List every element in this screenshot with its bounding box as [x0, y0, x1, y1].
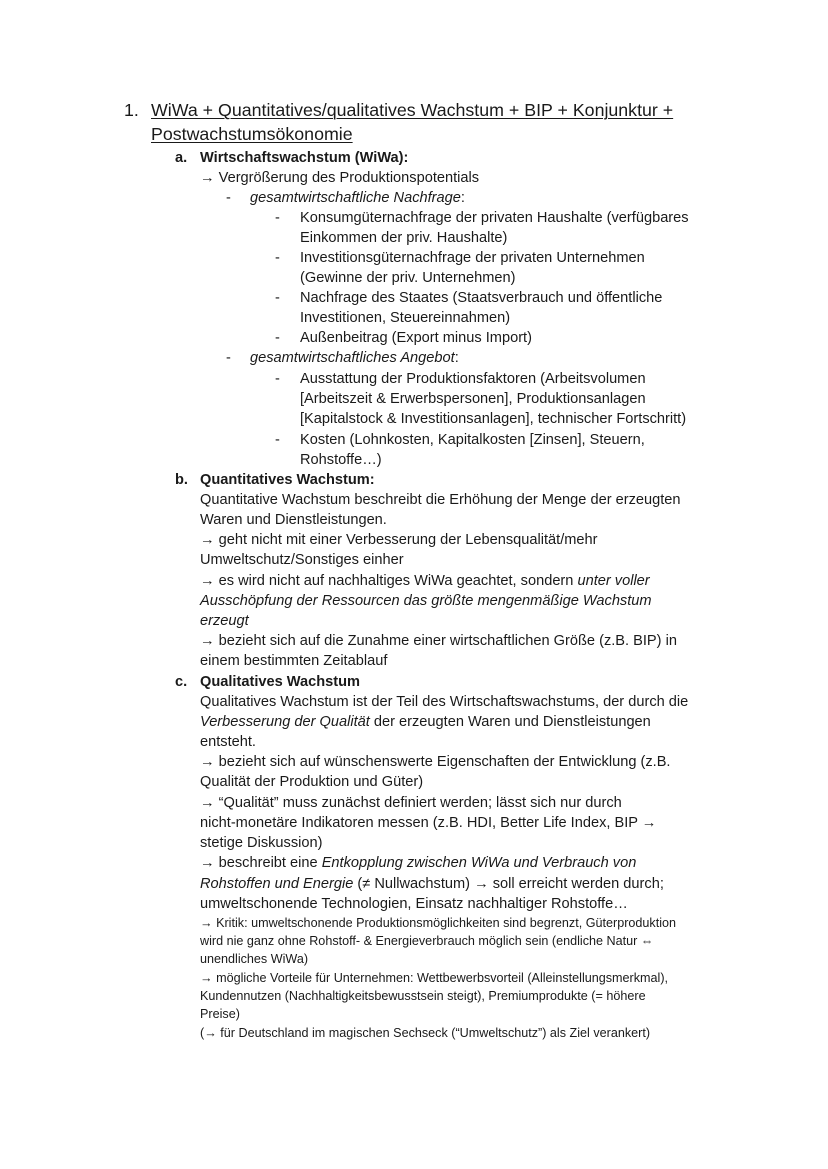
text-run: der erzeugten Waren und Dienstleistungen: [369, 714, 651, 730]
section-b-line: erzeugt: [200, 613, 249, 629]
section-b-line: [200, 571, 650, 591]
section-b-line: → geht nicht mit einer Verbesserung der Lebensqualität/mehr: [200, 532, 598, 548]
emphasis-run: unter voller: [577, 573, 650, 589]
supply-item-1-line-3: [Kapitalstock & Investitionsanlagen], technischer Fortschritt): [300, 411, 687, 427]
demand-item-3-line-1: Nachfrage des Staates (Staatsverbrauch und öffentliche: [300, 290, 663, 306]
section-b-line: einem bestimmten Zeitablauf: [200, 653, 388, 669]
section-b-title: Quantitatives Wachstum:: [200, 472, 375, 488]
section-c-small-line: wird nie ganz ohne Rohstoff- & Energieverbrauch möglich sein (endliche Natur ⇔: [200, 934, 654, 948]
section-c-line: [200, 712, 651, 732]
text-run: → beschreibt eine: [200, 855, 322, 871]
section-a-title: Wirtschaftswachstum (WiWa):: [200, 150, 409, 166]
demand-item-1-line-1: Konsumgüternachfrage der privaten Haushalte (verfügbares: [300, 210, 689, 226]
demand-item-3-line-2: Investitionen, Steuereinnahmen): [300, 310, 511, 326]
section-c-small-line: unendliches WiWa): [200, 952, 309, 966]
supply-heading: [250, 348, 459, 368]
section-c-title: Qualitatives Wachstum: [200, 674, 361, 690]
dash-marker: -: [275, 210, 280, 226]
section-b-line: Ausschöpfung der Ressourcen das größte mengenmäßige Wachstum: [200, 593, 652, 609]
dash-marker: -: [275, 290, 280, 306]
emphasis-run: Entkopplung zwischen WiWa und Verbrauch von: [321, 855, 637, 871]
list-marker-b: b.: [175, 472, 188, 488]
section-c-line: umweltschonende Technologien, Einsatz nachhaltiger Rohstoffe…: [200, 896, 628, 912]
demand-heading: [250, 188, 465, 208]
section-c-small-line: (→ für Deutschland im magischen Sechseck (“Umweltschutz”) als Ziel verankert): [200, 1026, 651, 1040]
section-c-line: Qualität der Produktion und Güter): [200, 774, 424, 790]
section-c-small-line: Kundennutzen (Nachhaltigkeitsbewusstsein steigt), Premiumprodukte (= höhere: [200, 989, 646, 1003]
supply-colon: :: [454, 350, 459, 366]
section-b-line: Quantitative Wachstum beschreibt die Erhöhung der Menge der erzeugten: [200, 492, 681, 508]
list-marker-a: a.: [175, 150, 188, 166]
section-c-line: nicht-monetäre Indikatoren messen (z.B. HDI, Better Life Index, BIP →: [200, 815, 657, 831]
heading-line-2: Postwachstumsökonomie: [151, 124, 353, 144]
dash-marker: -: [275, 250, 280, 266]
supply-item-1-line-2: [Arbeitszeit & Erwerbspersonen], Produktionsanlagen: [300, 391, 646, 407]
heading-line-1: WiWa + Quantitatives/qualitatives Wachstum + BIP + Konjunktur +: [151, 100, 674, 120]
demand-item-1-line-2: Einkommen der priv. Haushalte): [300, 230, 508, 246]
dash-marker: -: [275, 371, 280, 387]
supply-title: gesamtwirtschaftliches Angebot: [250, 350, 455, 366]
supply-item-1-line-1: Ausstattung der Produktionsfaktoren (Arbeitsvolumen: [300, 371, 646, 387]
demand-title: gesamtwirtschaftliche Nachfrage: [250, 190, 461, 206]
section-c-line: stetige Diskussion): [200, 835, 323, 851]
list-marker-c: c.: [175, 674, 188, 690]
dash-marker: -: [226, 350, 231, 366]
section-c-line: entsteht.: [200, 734, 256, 750]
section-c-line: → bezieht sich auf wünschenswerte Eigenschaften der Entwicklung (z.B.: [200, 754, 671, 770]
section-c-line: [200, 874, 664, 894]
demand-item-4-line-1: Außenbeitrag (Export minus Import): [300, 330, 532, 346]
supply-item-2-line-2: Rohstoffe…): [300, 452, 382, 468]
dash-marker: -: [226, 190, 231, 206]
section-c-small-line: → Kritik: umweltschonende Produktionsmöglichkeiten sind begrenzt, Güterproduktion: [200, 916, 677, 930]
emphasis-run: Rohstoffen und Energie: [200, 876, 354, 892]
section-c-small-line: Preise): [200, 1007, 240, 1021]
demand-item-2-line-2: (Gewinne der priv. Unternehmen): [300, 270, 516, 286]
section-c-line: → “Qualität” muss zunächst definiert werden; lässt sich nur durch: [200, 795, 622, 811]
dash-marker: -: [275, 330, 280, 346]
dash-marker: -: [275, 432, 280, 448]
section-b-line: Umweltschutz/Sonstiges einher: [200, 552, 404, 568]
section-c-line: Qualitatives Wachstum ist der Teil des Wirtschaftswachstums, der durch die: [200, 694, 689, 710]
text-run: (≠ Nullwachstum) → soll erreicht werden durch;: [353, 876, 664, 892]
demand-colon: :: [460, 190, 465, 206]
emphasis-run: Verbesserung der Qualität: [200, 714, 370, 730]
heading-number: 1.: [124, 100, 139, 120]
section-c-small-line: → mögliche Vorteile für Unternehmen: Wettbewerbsvorteil (Alleinstellungsmerkmal),: [200, 971, 669, 985]
section-a-arrow-line: → Vergrößerung des Produktionspotentials: [200, 170, 480, 186]
section-b-line: → bezieht sich auf die Zunahme einer wirtschaftlichen Größe (z.B. BIP) in: [200, 633, 677, 649]
demand-item-2-line-1: Investitionsgüternachfrage der privaten Unternehmen: [300, 250, 645, 266]
supply-item-2-line-1: Kosten (Lohnkosten, Kapitalkosten [Zinsen], Steuern,: [300, 432, 645, 448]
section-b-line: Waren und Dienstleistungen.: [200, 512, 387, 528]
text-run: → es wird nicht auf nachhaltiges WiWa geachtet, sondern: [200, 573, 578, 589]
section-c-line: [200, 853, 636, 873]
